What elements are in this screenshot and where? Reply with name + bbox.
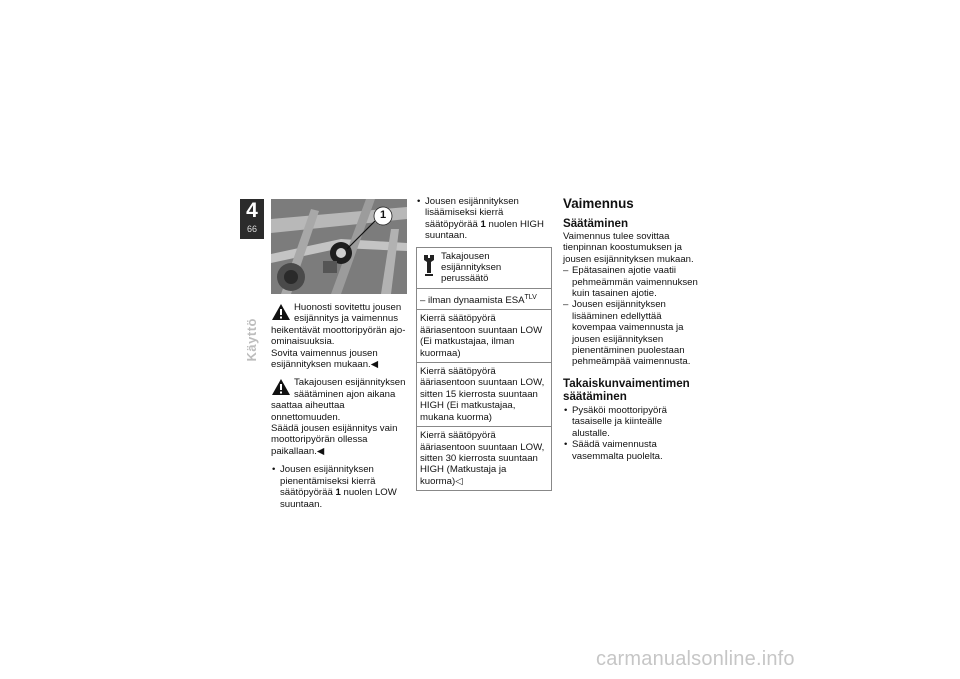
bullet-item: • Säädä vaimennusta vasemmalta puolelta.	[563, 439, 699, 462]
dash-item: – Jousen esijännityksen lisääminen edellyttää kovempaa vaimennusta ja jousen esijännityksen pienentäminen puolestaan pehmeämpää vaimennusta.	[563, 299, 699, 367]
subheading-rear-shock: Takaiskunvaimentimen säätäminen	[563, 376, 690, 403]
spec-table-title: Takajousen esijännityksen perussäätö	[441, 250, 502, 285]
suspension-photo	[271, 199, 407, 294]
chapter-number: 4	[246, 199, 258, 222]
spec-row-superscript: TLV	[524, 293, 537, 301]
warning-2-extra: Säädä jousen esijännitys vain moottoripyörän ollessa paikallaan.◀	[271, 423, 398, 457]
column-left	[271, 199, 407, 510]
bullet-ref: 1	[335, 487, 341, 499]
spec-row-text: – ilman dynaamista ESA	[420, 295, 525, 307]
bullet-text: Jousen esijännityksen lisäämiseksi kierrä säätöpyörää	[425, 196, 519, 230]
warning-1-extra: Sovita vaimennus jousen esijännityksen mukaan.◀	[271, 347, 379, 371]
spec-row: Kierrä säätöpyörä ääriasentoon suuntaan LOW, sitten 15 kierrosta suuntaan HIGH (Ei matkustajaa, mukana kuorma)	[417, 363, 551, 427]
column-right	[563, 196, 699, 462]
bullet-ref: 1	[480, 218, 486, 230]
column-middle	[416, 196, 552, 491]
subheading-adjusting: Säätäminen	[563, 217, 629, 230]
warning-1-body: heikentävät moottoripyörän ajo-ominaisuuksia.	[271, 324, 406, 348]
warning-icon	[271, 302, 291, 322]
damping-intro: Vaimennus tulee sovittaa tienpinnan koostumuksen ja jousen esijännityksen mukaan.	[563, 231, 694, 265]
warning-block-2	[271, 377, 407, 457]
bullet-decrease-preload	[271, 464, 407, 510]
spec-table	[416, 247, 552, 492]
warning-2-body: saattaa aiheuttaa onnettomuuden.	[271, 400, 345, 423]
section-heading-damping: Vaimennus	[563, 196, 634, 211]
warning-block-1	[271, 302, 407, 370]
bullet-increase-preload	[416, 196, 552, 242]
section-title: Käyttö	[244, 318, 259, 362]
chapter-tab	[240, 199, 264, 239]
spec-table-head	[417, 248, 551, 289]
warning-1-head: Huonosti sovitettu jousen esijännitys ja vaimennus	[294, 302, 402, 325]
photo-callout-number: 1	[379, 209, 387, 221]
wrench-icon	[422, 253, 436, 277]
spec-row: Kierrä säätöpyörä ääriasentoon suuntaan LOW (Ei matkustajaa, ilman kuormaa)	[417, 310, 551, 363]
warning-icon	[271, 377, 291, 397]
spec-row	[417, 289, 551, 311]
spec-row: Kierrä säätöpyörä ääriasentoon suuntaan LOW, sitten 30 kierrosta suuntaan HIGH (Matkustaja ja kuorma)◁	[420, 430, 545, 487]
warning-2-head: Takajousen esijännityksen säätäminen ajon aikana	[294, 377, 406, 400]
bullet-text-end: nuolen HIGH suuntaan.	[425, 218, 544, 242]
dash-item: – Epätasainen ajotie vaatii pehmeämmän vaimennuksen kuin tasainen ajotie.	[563, 265, 699, 299]
bullet-text-end: nuolen LOW suuntaan.	[280, 487, 397, 510]
bullet-text: Jousen esijännityksen pienentämiseksi kierrä säätöpyörää	[280, 464, 376, 499]
watermark: carmanualsonline.info	[596, 648, 795, 670]
page-number: 66	[246, 224, 257, 234]
bullet-item: • Pysäköi moottoripyörä tasaiselle ja kiinteälle alustalle.	[563, 405, 699, 439]
